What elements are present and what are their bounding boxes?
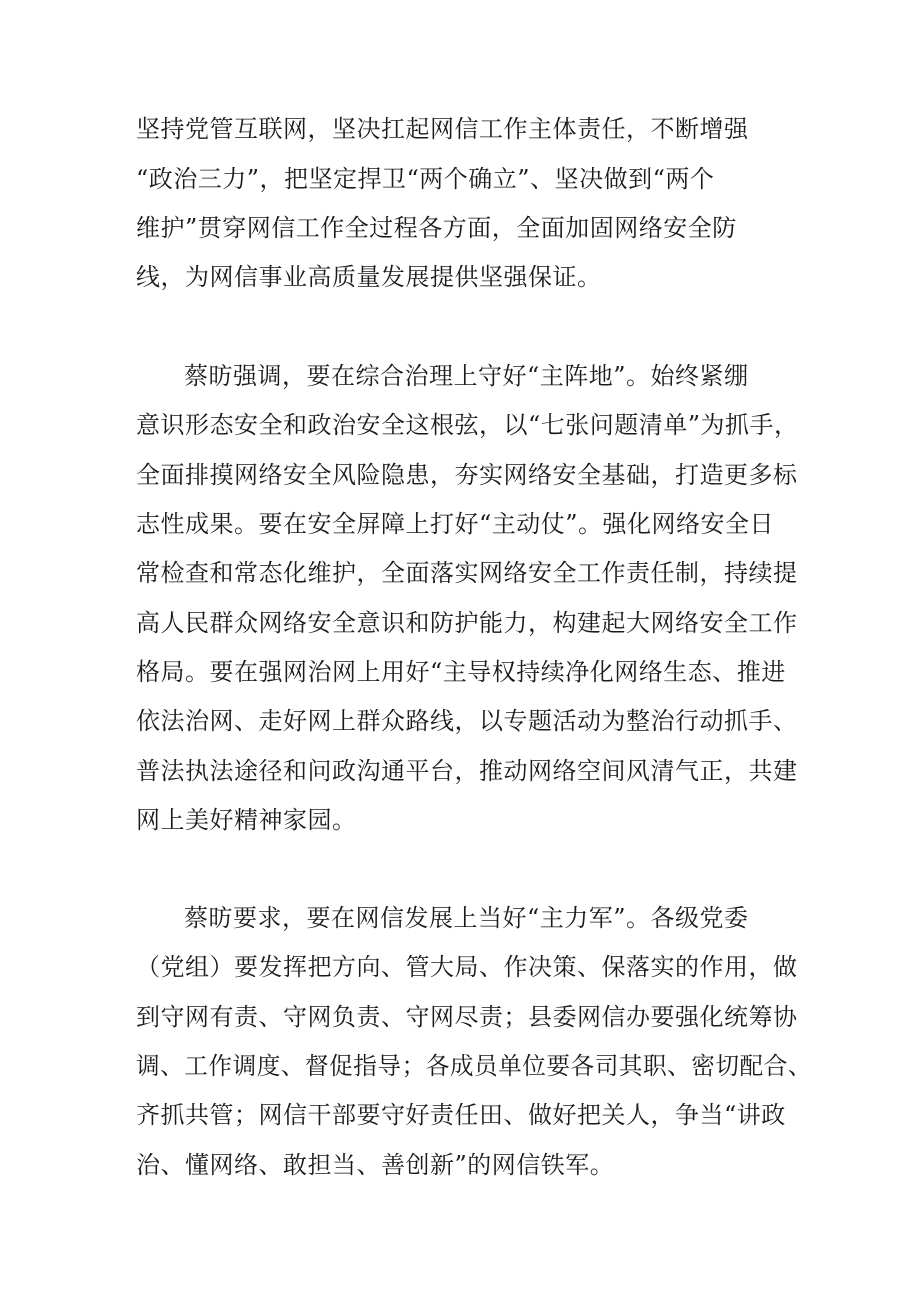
paragraph-line: 格局。要在强网治网上用好“主导权持续净化网络生态、推进 (136, 658, 786, 686)
paragraph-line: 坚持党管互联网，坚决扛起网信工作主体责任，不断增强 (136, 115, 749, 143)
paragraph-line: 维护”贯穿网信工作全过程各方面，全面加固网络安全防 (136, 214, 737, 242)
paragraph-line: 全面排摸网络安全风险隐患，夯实网络安全基础，打造更多标 (136, 461, 798, 489)
paragraph-line: 依法治网、走好网上群众路线，以专题活动为整治行动抓手、 (136, 707, 798, 735)
paragraph-line: 齐抓共管；网信干部要守好责任田、做好把关人，争当“讲政 (136, 1101, 786, 1129)
paragraph-line: 高人民群众网络安全意识和防护能力，构建起大网络安全工作 (136, 609, 798, 637)
paragraph-line: （党组）要发挥把方向、管大局、作决策、保落实的作用，做 (136, 953, 798, 981)
paragraph-line: 蔡昉要求，要在网信发展上当好“主力军”。各级党委 (184, 904, 749, 932)
paragraph-line: 志性成果。要在安全屏障上打好“主动仗”。强化网络安全日 (136, 510, 775, 538)
paragraph-line: 蔡昉强调，要在综合治理上守好“主阵地”。始终紧绷 (184, 362, 749, 390)
paragraph-line: 普法执法途径和问政沟通平台，推动网络空间风清气正，共建 (136, 757, 798, 785)
paragraph-line: 治、懂网络、敢担当、善创新”的网信铁军。 (136, 1151, 615, 1179)
paragraph-line: 常检查和常态化维护，全面落实网络安全工作责任制，持续提 (136, 559, 798, 587)
paragraph-line: 线，为网信事业高质量发展提供坚强保证。 (136, 263, 602, 291)
paragraph-line: 意识形态安全和政治安全这根弦，以“七张问题清单”为抓手， (136, 411, 799, 439)
paragraph-line: “政治三力”，把坚定捍卫“两个确立”、坚决做到“两个 (136, 165, 715, 193)
paragraph-line: 到守网有责、守网负责、守网尽责；县委网信办要强化统筹协 (136, 1003, 798, 1031)
paragraph-line: 调、工作调度、督促指导；各成员单位要各司其职、密切配合、 (136, 1052, 812, 1080)
paragraph-line: 网上美好精神家园。 (136, 806, 357, 834)
